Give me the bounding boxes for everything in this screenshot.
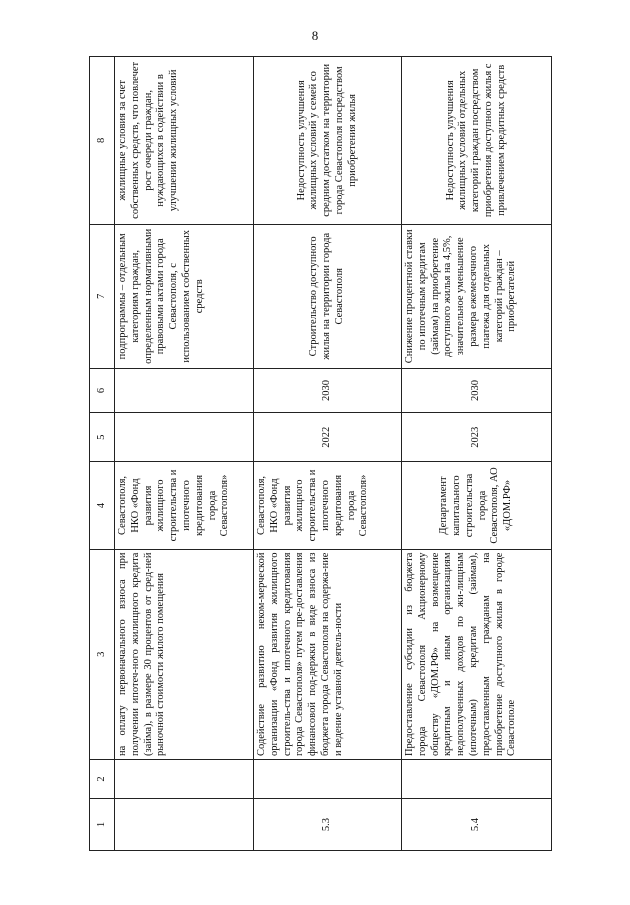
header-col-3: 3 [90, 549, 115, 760]
responsible-executor: Севастополя, НКО «Фонд развития жилищного строительства и ипотечного кредитования города Севастополя» [254, 462, 402, 549]
measure-description: Содействие развитию неком-мерческой организации «Фонд развития жилищного строитель-ства и ипотечного кредитования города Севастополя» путем пре-доставления финансовой под-держки в виде взноса из бюджета города Севастополя на содержа-ние и ведение уставной деятель-ности [254, 549, 402, 760]
table-row [402, 57, 552, 851]
responsible-executor: Департамент капитального строительства города Севастополя, АО «ДОМ.РФ» [402, 462, 552, 549]
measure-description: Предоставление субсидии из бюджета города Севастополя Акционерному обществу «ДОМ.РФ» на возмещение кредитным и иным организациям недополученных доходов по жи-лищным (ипотечным) кредитам (займам), предоставленным гражданам на приобретение доступного жилья в городе Севастополе [402, 549, 552, 760]
row-number [115, 799, 254, 851]
consequences: жилищные условия за счет собственных средств, что повлечет рост очереди граждан, нуждающихся в содействии в улучшении жилищных условий [115, 57, 254, 225]
header-col-1: 1 [90, 799, 115, 851]
page-number: 8 [311, 28, 319, 43]
rotated-table-wrapper [89, 56, 545, 851]
header-col-4: 4 [90, 462, 115, 549]
expected-result: подпрограммы – отдельным категориям граждан, определенным нормативными правовыми актами города Севастополя, с использованием собственных средств [115, 224, 254, 368]
start-year: 2022 [254, 413, 402, 462]
header-row [90, 57, 115, 851]
end-year: 2030 [402, 368, 552, 412]
responsible-executor: Севастополя, НКО «Фонд развития жилищного строительства и ипотечного кредитования города Севастополя» [115, 462, 254, 549]
row-number: 5.4 [402, 799, 552, 851]
end-year [115, 368, 254, 412]
consequences: Недоступность улучшения жилищных условий у семей со средним достатком на территории города Севастополя посредством приобретения жилья [254, 57, 402, 225]
consequences: Недоступность улучшения жилищных условий отдельных категорий граждан посредством приобретения доступного жилья с привлечением кредитных средств [402, 57, 552, 225]
header-col-2: 2 [90, 760, 115, 799]
end-year: 2030 [254, 368, 402, 412]
expected-result: Снижение процентной ставки по ипотечным кредитам (займам) на приобретение доступного жилья на 4,5%, значительное уменьшение размера ежемесячного платежа для отдельных категорий граждан – приобретателей [402, 224, 552, 368]
header-col-5: 5 [90, 413, 115, 462]
program-measures-table [89, 56, 552, 851]
table-row [115, 57, 254, 851]
expected-result: Строительство доступного жилья на территории города Севастополя [254, 224, 402, 368]
cell-col-2 [402, 760, 552, 799]
header-col-6: 6 [90, 368, 115, 412]
header-col-8: 8 [90, 57, 115, 225]
row-number: 5.3 [254, 799, 402, 851]
table-row [254, 57, 402, 851]
header-col-7: 7 [90, 224, 115, 368]
cell-col-2 [254, 760, 402, 799]
start-year [115, 413, 254, 462]
measure-description: на оплату первоначального взноса при получении ипотеч-ного жилищного кредита (займа), в размере 30 процентов от сред-ней рыночной стоимости жилого помещения [115, 549, 254, 760]
cell-col-2 [115, 760, 254, 799]
start-year: 2023 [402, 413, 552, 462]
